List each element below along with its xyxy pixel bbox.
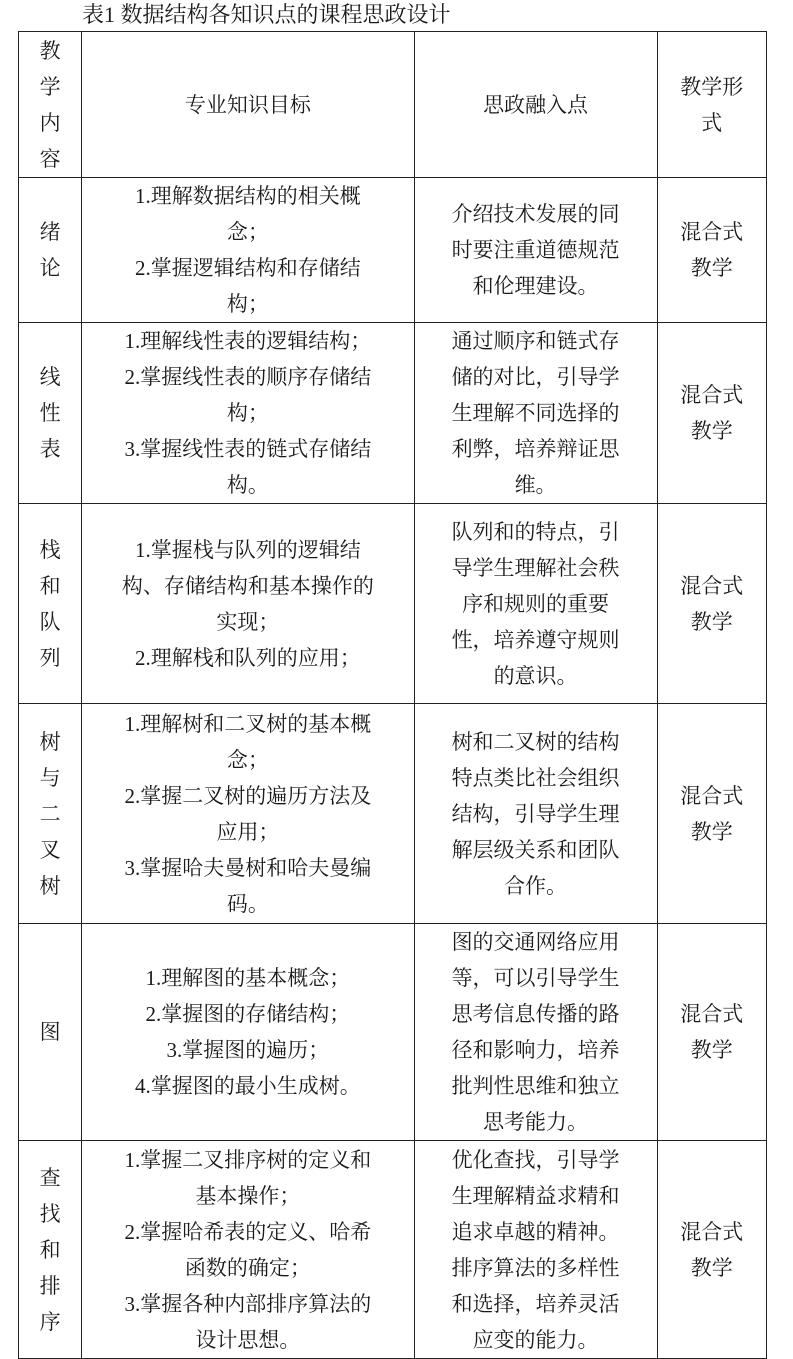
cell-knowledge bbox=[82, 178, 414, 323]
cell-text-line: 性，培养遵守规则 bbox=[451, 627, 620, 652]
cell-text-line: 念； bbox=[226, 220, 269, 244]
cell-text-line: 排序算法的多样性 bbox=[451, 1255, 620, 1280]
cell-text-line: 合作。 bbox=[504, 873, 568, 898]
cell-text-line: 思考能力。 bbox=[483, 1110, 589, 1134]
cell-ideology bbox=[414, 178, 657, 323]
cell-text-line: 与 bbox=[39, 765, 61, 790]
header-knowledge bbox=[82, 32, 414, 178]
cell-text-line: 批判性思维和独立 bbox=[451, 1074, 620, 1098]
cell-text-line: 排 bbox=[39, 1273, 61, 1298]
cell-text-line: 2.理解栈和队列的应用； bbox=[135, 645, 361, 670]
cell-text-line: 3.掌握哈夫曼树和哈夫曼编 bbox=[124, 855, 372, 880]
cell-text-line: 专业知识目标 bbox=[184, 92, 311, 117]
header-row bbox=[19, 32, 767, 178]
cell-text-line: 结构，引导学生理 bbox=[451, 801, 620, 826]
cell-text-line: 图 bbox=[39, 1020, 61, 1044]
cell-text-line: 式 bbox=[701, 110, 723, 135]
cell-text-line: 栈 bbox=[39, 537, 61, 562]
cell-text-line: 介绍技术发展的同 bbox=[451, 202, 620, 226]
cell-text-line: 基本操作； bbox=[195, 1183, 301, 1208]
cell-text-line: 树和二叉树的结构 bbox=[451, 729, 620, 754]
cell-text-line: 教学 bbox=[690, 1038, 733, 1062]
cell-text-line: 储的对比，引导学 bbox=[451, 365, 620, 389]
cell-text-line: 1.掌握二叉排序树的定义和 bbox=[124, 1147, 372, 1172]
cell-text-line: 思考信息传播的路 bbox=[451, 1002, 620, 1026]
cell-text-line: 教学形 bbox=[680, 74, 744, 99]
cell-knowledge bbox=[82, 504, 414, 704]
cell-text-line: 序 bbox=[39, 1309, 61, 1334]
cell-knowledge bbox=[82, 323, 414, 504]
cell-text-line: 等，可以引导学生 bbox=[451, 966, 620, 990]
cell-text-line: 混合式 bbox=[680, 1002, 744, 1026]
cell-text-line: 教学 bbox=[690, 419, 733, 443]
header-content bbox=[19, 32, 82, 178]
cell-ideology bbox=[414, 323, 657, 504]
cell-ideology bbox=[414, 704, 657, 924]
table-row bbox=[19, 178, 767, 323]
cell-text-line: 找 bbox=[39, 1201, 61, 1226]
cell-content bbox=[19, 178, 82, 323]
table-caption: 表1 数据结构各知识点的课程思政设计 bbox=[82, 2, 451, 27]
cell-text-line: 4.掌握图的最小生成树。 bbox=[135, 1074, 361, 1098]
cell-text-line: 和伦理建设。 bbox=[472, 274, 599, 298]
cell-text-line: 2.掌握逻辑结构和存储结 bbox=[135, 256, 361, 280]
table-row bbox=[19, 924, 767, 1141]
cell-text-line: 径和影响力，培养 bbox=[451, 1038, 620, 1062]
cell-text-line: 3.掌握图的遍历； bbox=[166, 1038, 330, 1062]
cell-text-line: 1.理解图的基本概念； bbox=[145, 966, 351, 990]
cell-text-line: 和 bbox=[39, 573, 61, 598]
cell-text-line: 构。 bbox=[226, 473, 269, 497]
cell-text-line: 容 bbox=[39, 146, 61, 171]
cell-text-line: 混合式 bbox=[680, 573, 744, 598]
cell-content bbox=[19, 704, 82, 924]
cell-text-line: 利弊，培养辩证思 bbox=[451, 437, 620, 461]
cell-text-line: 1.理解线性表的逻辑结构； bbox=[124, 329, 372, 353]
cell-text-line: 队 bbox=[39, 609, 61, 634]
cell-form bbox=[657, 1141, 766, 1359]
cell-text-line: 二 bbox=[39, 801, 61, 826]
cell-text-line: 教学 bbox=[690, 1255, 733, 1280]
cell-form bbox=[657, 178, 766, 323]
cell-text-line: 构； bbox=[226, 292, 269, 316]
cell-text-line: 2.掌握图的存储结构； bbox=[145, 1002, 351, 1026]
cell-text-line: 通过顺序和链式存 bbox=[451, 329, 620, 353]
cell-text-line: 思政融入点 bbox=[483, 92, 589, 117]
cell-text-line: 序和规则的重要 bbox=[462, 591, 610, 616]
cell-text-line: 混合式 bbox=[680, 1219, 744, 1244]
cell-content bbox=[19, 504, 82, 704]
cell-text-line: 设计思想。 bbox=[195, 1327, 301, 1352]
cell-text-line: 时要注重道德规范 bbox=[451, 238, 620, 262]
cell-text-line: 导学生理解社会秩 bbox=[451, 555, 620, 580]
cell-ideology bbox=[414, 1141, 657, 1359]
cell-text-line: 教学 bbox=[690, 609, 733, 634]
cell-text-line: 追求卓越的精神。 bbox=[451, 1219, 620, 1244]
cell-text-line: 叉 bbox=[39, 837, 61, 862]
cell-text-line: 表 bbox=[39, 437, 61, 461]
cell-content bbox=[19, 1141, 82, 1359]
cell-text-line: 念； bbox=[226, 747, 269, 772]
cell-form bbox=[657, 704, 766, 924]
cell-text-line: 1.理解数据结构的相关概 bbox=[135, 184, 361, 208]
cell-text-line: 优化查找，引导学 bbox=[451, 1147, 620, 1172]
header-ideology bbox=[414, 32, 657, 178]
cell-text-line: 实现； bbox=[216, 609, 280, 634]
cell-text-line: 混合式 bbox=[680, 383, 744, 407]
cell-form bbox=[657, 924, 766, 1141]
cell-text-line: 2.掌握线性表的顺序存储结 bbox=[124, 365, 372, 389]
cell-text-line: 解层级关系和团队 bbox=[451, 837, 620, 862]
cell-text-line: 维。 bbox=[514, 473, 557, 497]
cell-text-line: 学 bbox=[39, 74, 61, 99]
cell-text-line: 队列和的特点，引 bbox=[451, 519, 620, 544]
cell-text-line: 线 bbox=[39, 365, 61, 389]
cell-knowledge bbox=[82, 1141, 414, 1359]
cell-text-line: 构； bbox=[226, 401, 269, 425]
cell-text-line: 查 bbox=[39, 1165, 61, 1190]
cell-text-line: 3.掌握各种内部排序算法的 bbox=[124, 1291, 372, 1316]
table-row bbox=[19, 704, 767, 924]
cell-text-line: 2.掌握哈希表的定义、哈希 bbox=[124, 1219, 372, 1244]
cell-form bbox=[657, 323, 766, 504]
header-form bbox=[657, 32, 766, 178]
cell-text-line: 性 bbox=[39, 401, 61, 425]
cell-text-line: 的意识。 bbox=[493, 663, 578, 688]
cell-text-line: 2.掌握二叉树的遍历方法及 bbox=[124, 783, 372, 808]
cell-text-line: 生理解不同选择的 bbox=[451, 401, 620, 425]
cell-text-line: 和选择，培养灵活 bbox=[451, 1291, 620, 1316]
cell-text-line: 树 bbox=[39, 729, 61, 754]
cell-text-line: 1.理解树和二叉树的基本概 bbox=[124, 711, 372, 736]
cell-text-line: 列 bbox=[39, 645, 61, 670]
cell-text-line: 1.掌握栈与队列的逻辑结 bbox=[135, 537, 361, 562]
table-row bbox=[19, 1141, 767, 1359]
cell-text-line: 图的交通网络应用 bbox=[451, 930, 620, 954]
cell-knowledge bbox=[82, 704, 414, 924]
cell-text-line: 教学 bbox=[690, 256, 733, 280]
cell-text-line: 论 bbox=[39, 256, 61, 280]
cell-content bbox=[19, 924, 82, 1141]
cell-text-line: 绪 bbox=[39, 220, 61, 244]
cell-form bbox=[657, 504, 766, 704]
cell-text-line: 应变的能力。 bbox=[472, 1327, 599, 1352]
cell-text-line: 混合式 bbox=[680, 220, 744, 244]
cell-text-line: 树 bbox=[39, 873, 61, 898]
cell-text-line: 和 bbox=[39, 1237, 61, 1262]
cell-text-line: 生理解精益求精和 bbox=[451, 1183, 620, 1208]
cell-text-line: 教学 bbox=[690, 819, 733, 844]
cell-ideology bbox=[414, 924, 657, 1141]
cell-text-line: 教 bbox=[39, 38, 61, 63]
cell-text-line: 3.掌握线性表的链式存储结 bbox=[124, 437, 372, 461]
cell-text-line: 函数的确定； bbox=[184, 1255, 311, 1280]
table-row bbox=[19, 504, 767, 704]
curriculum-table bbox=[18, 31, 767, 1359]
cell-text-line: 应用； bbox=[216, 819, 280, 844]
cell-text-line: 码。 bbox=[226, 891, 269, 916]
cell-text-line: 特点类比社会组织 bbox=[451, 765, 620, 790]
cell-text-line: 混合式 bbox=[680, 783, 744, 808]
cell-text-line: 构、存储结构和基本操作的 bbox=[121, 573, 374, 598]
cell-ideology bbox=[414, 504, 657, 704]
cell-content bbox=[19, 323, 82, 504]
cell-text-line: 内 bbox=[39, 110, 61, 135]
cell-knowledge bbox=[82, 924, 414, 1141]
table-row bbox=[19, 323, 767, 504]
